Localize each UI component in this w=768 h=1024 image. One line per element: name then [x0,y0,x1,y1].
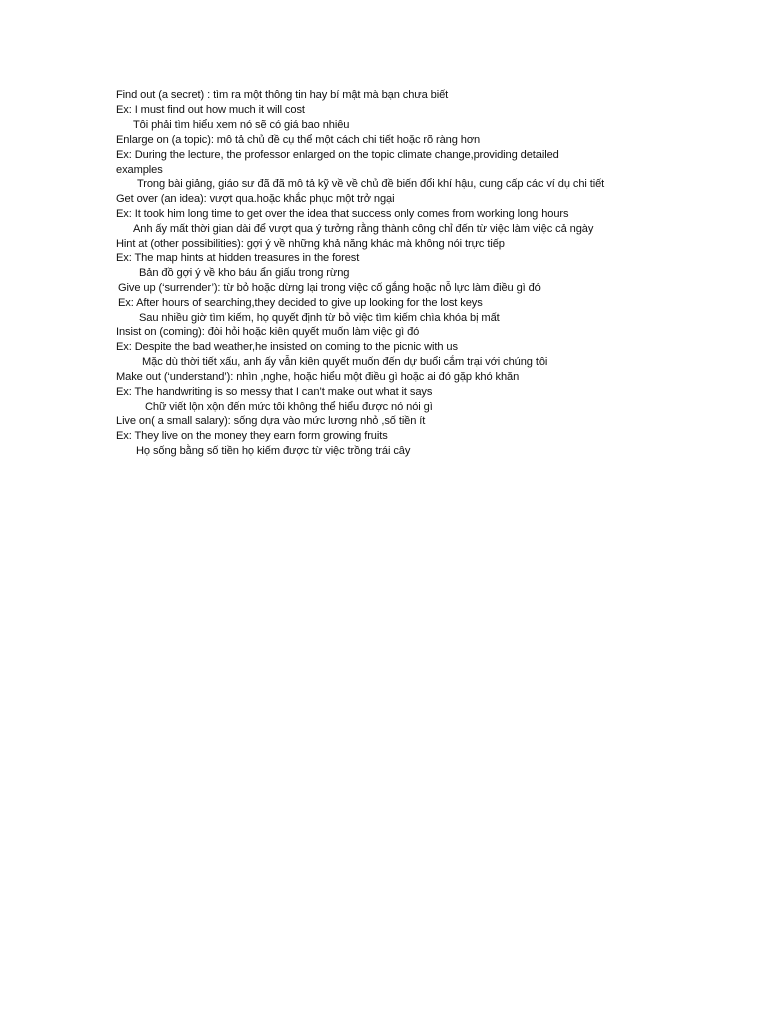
text-line: Ex: The handwriting is so messy that I can’t make out what it says [116,386,433,398]
text-line: Bản đồ gợi ý về kho báu ẩn giấu trong rừng [139,267,350,279]
text-line: Live on( a small salary): sống dựa vào mức lương nhỏ ,số tiền ít [116,415,426,427]
text-line: Ex: The map hints at hidden treasures in the forest [116,252,360,264]
text-line: Chữ viết lộn xộn đến mức tôi không thể hiểu được nó nói gì [145,401,433,413]
text-line: Get over (an idea): vượt qua.hoặc khắc phục một trở ngại [116,193,395,205]
text-line: Find out (a secret) : tìm ra một thông tin hay bí mật mà bạn chưa biết [116,89,449,101]
text-line: Enlarge on (a topic): mô tả chủ đề cụ thể một cách chi tiết hoặc rõ ràng hơn [116,134,481,146]
text-line: Tôi phải tìm hiểu xem nó sẽ có giá bao nhiêu [133,119,350,131]
text-line: Ex: It took him long time to get over the idea that success only comes from working long hours [116,208,569,220]
text-line: Họ sống bằng số tiền họ kiếm được từ việc trồng trái cây [136,445,411,457]
text-line: Ex: They live on the money they earn form growing fruits [116,430,388,442]
text-line: Ex: Despite the bad weather,he insisted on coming to the picnic with us [116,341,458,353]
text-line: Ex: After hours of searching,they decided to give up looking for the lost keys [118,297,483,309]
text-line: Mặc dù thời tiết xấu, anh ấy vẫn kiên quyết muốn đến dự buổi cắm trại với chúng tôi [142,356,548,368]
text-line: Anh ấy mất thời gian dài để vượt qua ý tưởng rằng thành công chỉ đến từ việc làm việc cả ngày [133,223,594,235]
text-line: Trong bài giảng, giáo sư đã đã mô tả kỹ về về chủ đề biến đổi khí hậu, cung cấp các ví dụ chi tiết [137,178,605,190]
text-line: Ex: During the lecture, the professor enlarged on the topic climate change,providing detailed [116,149,559,161]
text-line: Ex: I must find out how much it will cost [116,104,305,116]
text-line: Insist on (coming): đòi hỏi hoặc kiên quyết muốn làm việc gì đó [116,326,420,338]
text-line: examples [116,164,163,176]
text-line: Hint at (other possibilities): gợi ý về những khả năng khác mà không nói trực tiếp [116,238,505,250]
text-line: Give up (‘surrender’): từ bỏ hoặc dừng lại trong việc cố gắng hoặc nỗ lực làm điều gì đó [118,282,541,294]
text-line: Sau nhiều giờ tìm kiếm, họ quyết định từ bỏ việc tìm kiếm chìa khóa bị mất [139,312,500,324]
text-line: Make out (‘understand’): nhìn ,nghe, hoặc hiểu một điều gì hoặc ai đó gặp khó khăn [116,371,520,383]
